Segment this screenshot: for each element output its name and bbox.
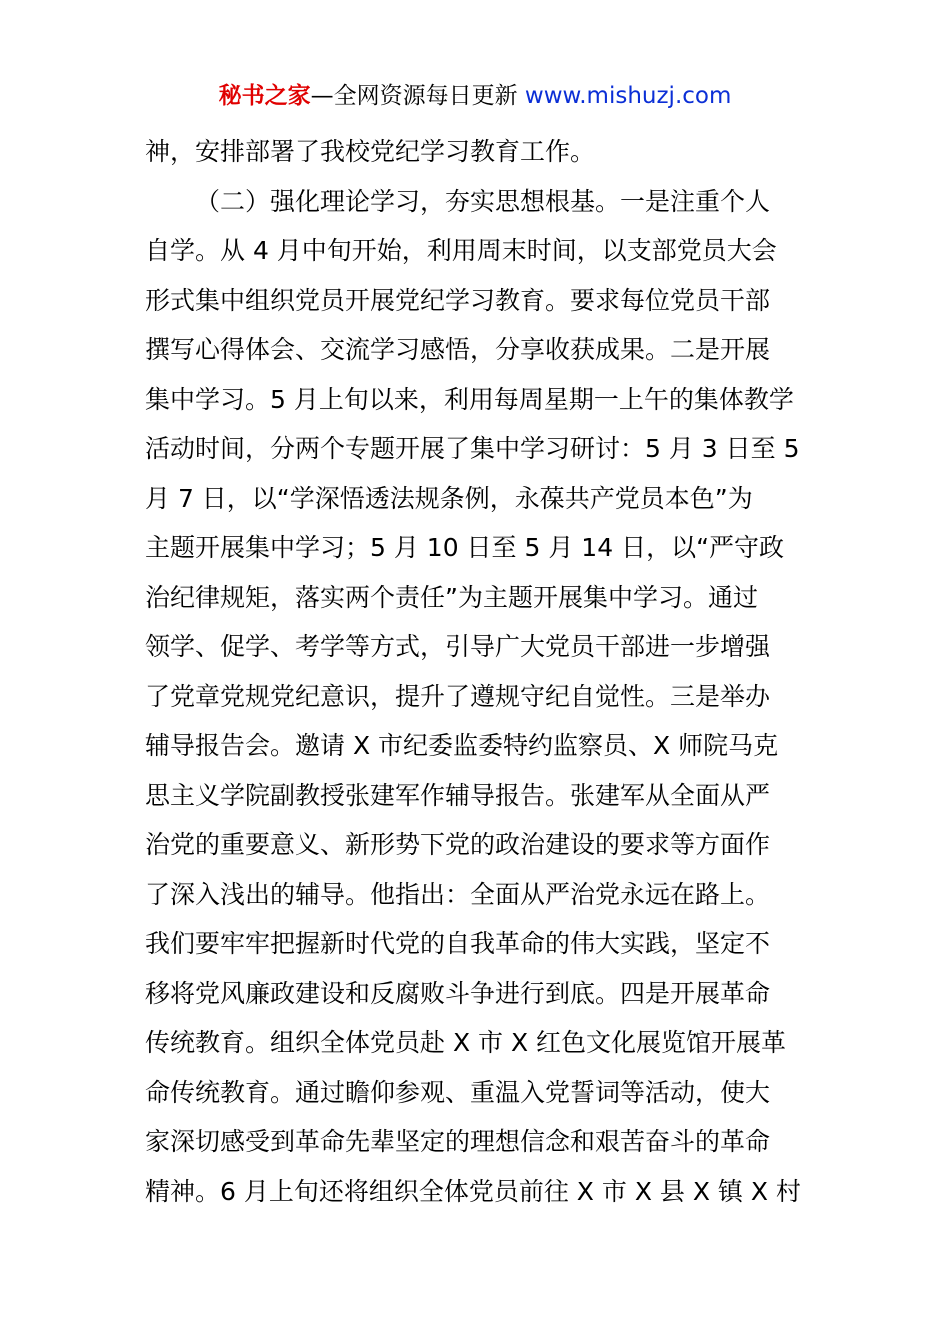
section-heading-line: （二）强化理论学习，夯实思想根基。一是注重个人: [195, 186, 771, 216]
text-line: 辅导报告会。邀请 X 市纪委监委特约监察员、X 师院马克: [145, 731, 779, 760]
text-line: 治党的重要意义、新形势下党的政治建设的要求等方面作: [145, 830, 771, 859]
text-line: 思主义学院副教授张建军作辅导报告。张建军从全面从严: [145, 780, 771, 810]
text-line: 月 7 日，以“学深悟透法规条例，永葆共产党员本色”为: [145, 483, 753, 513]
text-line: 命传统教育。通过瞻仰参观、重温入党誓词等活动，使大: [145, 1077, 771, 1107]
text-line: 集中学习。5 月上旬以来，利用每周星期一上午的集体教学: [145, 384, 794, 414]
text-line: 领学、促学、考学等方式，引导广大党员干部进一步增强: [145, 632, 771, 661]
text-line: 我们要牢牢把握新时代党的自我革命的伟大实践，坚定不: [145, 929, 771, 958]
document-body: [145, 127, 815, 1216]
brand-name: 秘书之家: [218, 83, 311, 109]
text-line: 主题开展集中学习；5 月 10 日至 5 月 14 日，以“严守政: [145, 533, 785, 562]
site-url[interactable]: www.mishuzj.com: [524, 83, 732, 109]
text-line: 传统教育。组织全体党员赴 X 市 X 红色文化展览馆开展革: [145, 1028, 787, 1057]
header-tagline: —全网资源每日更新: [310, 83, 525, 109]
text-line: 了党章党规党纪意识，提升了遵规守纪自觉性。三是举办: [145, 681, 771, 711]
text-line: 形式集中组织党员开展党纪学习教育。要求每位党员干部: [145, 285, 771, 315]
text-line: 移将党风廉政建设和反腐败斗争进行到底。四是开展革命: [145, 978, 771, 1008]
text-line: 撰写心得体会、交流学习感悟，分享收获成果。二是开展: [145, 335, 771, 364]
text-line: 家深切感受到革命先辈坚定的理想信念和艰苦奋斗的革命: [145, 1127, 771, 1156]
text-line: 活动时间，分两个专题开展了集中学习研讨：5 月 3 日至 5: [145, 434, 800, 463]
page-header: [0, 80, 950, 112]
text-line: 神，安排部署了我校党纪学习教育工作。: [145, 137, 596, 166]
text-line: 了深入浅出的辅导。他指出：全面从严治党永远在路上。: [145, 879, 771, 909]
text-line: 自学。从 4 月中旬开始，利用周末时间，以支部党员大会: [145, 236, 777, 265]
text-line: 精神。6 月上旬还将组织全体党员前往 X 市 X 县 X 镇 X 村: [145, 1176, 801, 1206]
text-line: 治纪律规矩，落实两个责任”为主题开展集中学习。通过: [145, 582, 758, 612]
